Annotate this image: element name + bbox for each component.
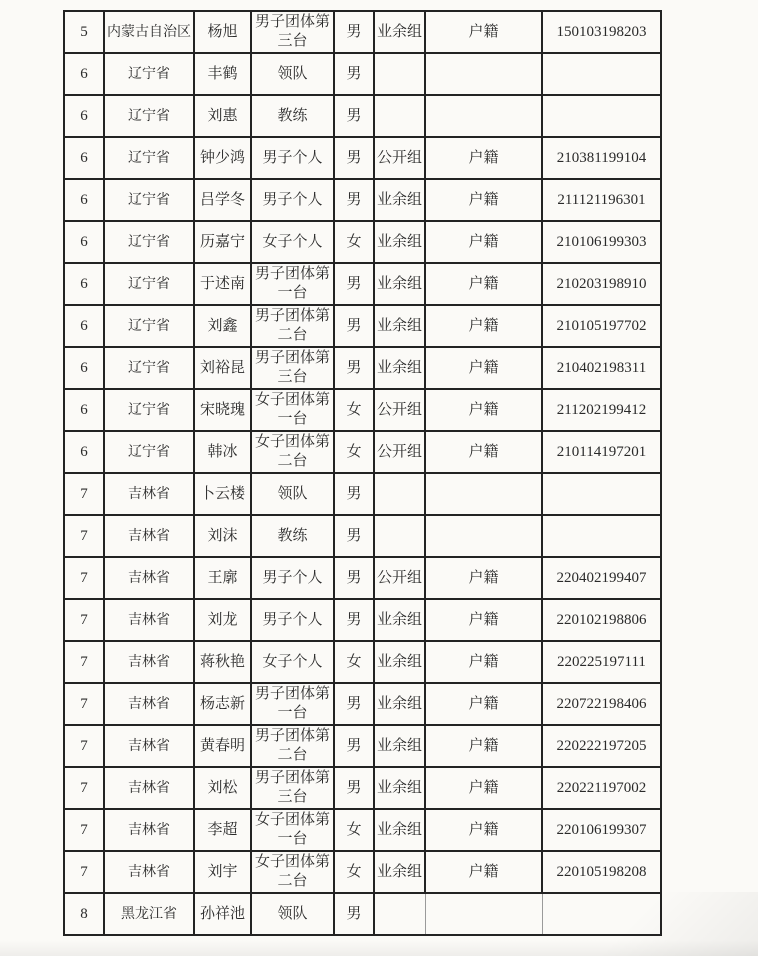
cell-event: 男子团体第三台 xyxy=(251,11,334,53)
cell-name: 刘松 xyxy=(194,767,251,809)
table-row xyxy=(64,389,661,431)
cell-no: 7 xyxy=(64,599,104,641)
cell-event: 男子团体第一台 xyxy=(251,263,334,305)
cell-no: 6 xyxy=(64,95,104,137)
cell-id_number: 220221197002 xyxy=(542,767,661,809)
table-row xyxy=(64,347,661,389)
cell-province: 吉林省 xyxy=(104,809,194,851)
table-row xyxy=(64,683,661,725)
cell-province: 辽宁省 xyxy=(104,179,194,221)
cell-group: 公开组 xyxy=(374,137,425,179)
table-row xyxy=(64,557,661,599)
cell-id_number: 210114197201 xyxy=(542,431,661,473)
cell-event: 教练 xyxy=(251,515,334,557)
cell-event: 教练 xyxy=(251,95,334,137)
cell-gender: 男 xyxy=(334,305,374,347)
cell-no: 6 xyxy=(64,389,104,431)
cell-group: 业余组 xyxy=(374,683,425,725)
cell-gender: 男 xyxy=(334,725,374,767)
cell-group: 业余组 xyxy=(374,809,425,851)
cell-province: 吉林省 xyxy=(104,557,194,599)
table-row xyxy=(64,11,661,53)
cell-reg_type xyxy=(425,515,542,557)
cell-reg_type: 户籍 xyxy=(425,851,542,893)
cell-id_number: 211121196301 xyxy=(542,179,661,221)
cell-id_number: 210203198910 xyxy=(542,263,661,305)
cell-province: 吉林省 xyxy=(104,641,194,683)
cell-event: 女子团体第一台 xyxy=(251,389,334,431)
table-row xyxy=(64,263,661,305)
cell-gender: 男 xyxy=(334,95,374,137)
cell-group xyxy=(374,515,425,557)
cell-no: 6 xyxy=(64,347,104,389)
table-row xyxy=(64,431,661,473)
cell-id_number: 210106199303 xyxy=(542,221,661,263)
cell-event: 男子个人 xyxy=(251,557,334,599)
cell-event: 男子团体第二台 xyxy=(251,305,334,347)
cell-reg_type: 户籍 xyxy=(425,725,542,767)
cell-province: 黑龙江省 xyxy=(104,893,194,935)
cell-event: 女子个人 xyxy=(251,641,334,683)
cell-reg_type: 户籍 xyxy=(425,305,542,347)
cell-no: 6 xyxy=(64,221,104,263)
cell-id_number: 210381199104 xyxy=(542,137,661,179)
table-row xyxy=(64,95,661,137)
cell-reg_type: 户籍 xyxy=(425,179,542,221)
cell-no: 7 xyxy=(64,851,104,893)
cell-name: 杨志新 xyxy=(194,683,251,725)
cell-name: 孙祥池 xyxy=(194,893,251,935)
cell-id_number: 150103198203 xyxy=(542,11,661,53)
cell-no: 6 xyxy=(64,263,104,305)
cell-name: 刘宇 xyxy=(194,851,251,893)
cell-group: 业余组 xyxy=(374,221,425,263)
cell-name: 刘惠 xyxy=(194,95,251,137)
cell-event: 领队 xyxy=(251,893,334,935)
cell-name: 丰鹤 xyxy=(194,53,251,95)
cell-gender: 男 xyxy=(334,473,374,515)
cell-event: 男子个人 xyxy=(251,137,334,179)
cell-reg_type xyxy=(425,95,542,137)
cell-no: 6 xyxy=(64,431,104,473)
cell-id_number: 220102198806 xyxy=(542,599,661,641)
cell-group: 业余组 xyxy=(374,725,425,767)
cell-id_number: 220225197111 xyxy=(542,641,661,683)
cell-gender: 女 xyxy=(334,431,374,473)
cell-event: 女子个人 xyxy=(251,221,334,263)
cell-gender: 男 xyxy=(334,599,374,641)
cell-province: 辽宁省 xyxy=(104,53,194,95)
cell-name: 黄春明 xyxy=(194,725,251,767)
cell-name: 吕学冬 xyxy=(194,179,251,221)
cell-no: 7 xyxy=(64,641,104,683)
cell-no: 7 xyxy=(64,809,104,851)
cell-no: 7 xyxy=(64,515,104,557)
cell-name: 蒋秋艳 xyxy=(194,641,251,683)
cell-name: 卜云楼 xyxy=(194,473,251,515)
cell-event: 男子个人 xyxy=(251,599,334,641)
cell-group xyxy=(374,893,425,935)
table-row xyxy=(64,179,661,221)
registration-table-body xyxy=(64,11,661,935)
cell-event: 男子团体第三台 xyxy=(251,347,334,389)
table-row xyxy=(64,641,661,683)
cell-province: 吉林省 xyxy=(104,767,194,809)
cell-event: 领队 xyxy=(251,53,334,95)
cell-id_number: 220222197205 xyxy=(542,725,661,767)
cell-province: 吉林省 xyxy=(104,683,194,725)
cell-reg_type: 户籍 xyxy=(425,599,542,641)
cell-group: 业余组 xyxy=(374,179,425,221)
cell-province: 内蒙古自治区 xyxy=(104,11,194,53)
cell-event: 男子团体第一台 xyxy=(251,683,334,725)
cell-name: 历嘉宁 xyxy=(194,221,251,263)
cell-gender: 男 xyxy=(334,683,374,725)
cell-no: 7 xyxy=(64,557,104,599)
cell-reg_type xyxy=(425,53,542,95)
cell-id_number xyxy=(542,893,661,935)
cell-no: 7 xyxy=(64,683,104,725)
cell-name: 杨旭 xyxy=(194,11,251,53)
cell-name: 刘沫 xyxy=(194,515,251,557)
cell-event: 男子个人 xyxy=(251,179,334,221)
cell-province: 辽宁省 xyxy=(104,221,194,263)
cell-province: 辽宁省 xyxy=(104,431,194,473)
cell-id_number: 220106199307 xyxy=(542,809,661,851)
cell-province: 吉林省 xyxy=(104,851,194,893)
cell-group xyxy=(374,53,425,95)
cell-gender: 男 xyxy=(334,263,374,305)
cell-id_number: 210402198311 xyxy=(542,347,661,389)
cell-reg_type xyxy=(425,893,542,935)
cell-province: 辽宁省 xyxy=(104,347,194,389)
cell-id_number: 211202199412 xyxy=(542,389,661,431)
registration-table xyxy=(63,10,662,936)
cell-reg_type xyxy=(425,473,542,515)
cell-no: 7 xyxy=(64,473,104,515)
cell-province: 辽宁省 xyxy=(104,305,194,347)
table-row xyxy=(64,809,661,851)
cell-province: 辽宁省 xyxy=(104,389,194,431)
table-row xyxy=(64,893,661,935)
cell-gender: 男 xyxy=(334,515,374,557)
cell-group xyxy=(374,95,425,137)
cell-reg_type: 户籍 xyxy=(425,221,542,263)
cell-group: 业余组 xyxy=(374,767,425,809)
cell-province: 吉林省 xyxy=(104,725,194,767)
cell-id_number: 220722198406 xyxy=(542,683,661,725)
cell-reg_type: 户籍 xyxy=(425,809,542,851)
cell-province: 辽宁省 xyxy=(104,137,194,179)
cell-no: 6 xyxy=(64,137,104,179)
cell-province: 吉林省 xyxy=(104,473,194,515)
table-row xyxy=(64,305,661,347)
cell-name: 于述南 xyxy=(194,263,251,305)
cell-name: 刘鑫 xyxy=(194,305,251,347)
cell-id_number xyxy=(542,473,661,515)
cell-group: 业余组 xyxy=(374,305,425,347)
cell-no: 5 xyxy=(64,11,104,53)
cell-no: 7 xyxy=(64,725,104,767)
cell-id_number: 220402199407 xyxy=(542,557,661,599)
cell-id_number xyxy=(542,53,661,95)
cell-reg_type: 户籍 xyxy=(425,11,542,53)
cell-reg_type: 户籍 xyxy=(425,137,542,179)
cell-id_number xyxy=(542,95,661,137)
cell-id_number: 210105197702 xyxy=(542,305,661,347)
cell-gender: 男 xyxy=(334,767,374,809)
cell-name: 王廓 xyxy=(194,557,251,599)
cell-gender: 男 xyxy=(334,179,374,221)
cell-group: 业余组 xyxy=(374,263,425,305)
cell-event: 女子团体第一台 xyxy=(251,809,334,851)
cell-name: 宋晓瑰 xyxy=(194,389,251,431)
cell-group: 公开组 xyxy=(374,389,425,431)
cell-event: 男子团体第三台 xyxy=(251,767,334,809)
table-row xyxy=(64,725,661,767)
cell-group: 业余组 xyxy=(374,641,425,683)
cell-group: 业余组 xyxy=(374,599,425,641)
cell-event: 男子团体第二台 xyxy=(251,725,334,767)
cell-reg_type: 户籍 xyxy=(425,641,542,683)
cell-reg_type: 户籍 xyxy=(425,389,542,431)
cell-province: 吉林省 xyxy=(104,515,194,557)
cell-group: 业余组 xyxy=(374,11,425,53)
cell-event: 女子团体第二台 xyxy=(251,431,334,473)
cell-gender: 男 xyxy=(334,347,374,389)
cell-group xyxy=(374,473,425,515)
cell-group: 公开组 xyxy=(374,557,425,599)
cell-name: 钟少鸿 xyxy=(194,137,251,179)
table-row xyxy=(64,221,661,263)
cell-no: 8 xyxy=(64,893,104,935)
cell-name: 李超 xyxy=(194,809,251,851)
cell-name: 刘龙 xyxy=(194,599,251,641)
cell-province: 辽宁省 xyxy=(104,95,194,137)
cell-reg_type: 户籍 xyxy=(425,347,542,389)
cell-id_number xyxy=(542,515,661,557)
cell-reg_type: 户籍 xyxy=(425,431,542,473)
cell-gender: 女 xyxy=(334,851,374,893)
scan-shadow-bottom xyxy=(0,940,758,956)
cell-reg_type: 户籍 xyxy=(425,767,542,809)
cell-name: 韩冰 xyxy=(194,431,251,473)
cell-reg_type: 户籍 xyxy=(425,683,542,725)
cell-gender: 女 xyxy=(334,221,374,263)
cell-no: 7 xyxy=(64,767,104,809)
cell-group: 公开组 xyxy=(374,431,425,473)
cell-gender: 男 xyxy=(334,893,374,935)
cell-reg_type: 户籍 xyxy=(425,263,542,305)
cell-name: 刘裕昆 xyxy=(194,347,251,389)
cell-gender: 男 xyxy=(334,557,374,599)
cell-reg_type: 户籍 xyxy=(425,557,542,599)
table-row xyxy=(64,137,661,179)
cell-gender: 女 xyxy=(334,809,374,851)
cell-event: 领队 xyxy=(251,473,334,515)
cell-gender: 男 xyxy=(334,137,374,179)
cell-no: 6 xyxy=(64,305,104,347)
cell-province: 辽宁省 xyxy=(104,263,194,305)
cell-event: 女子团体第二台 xyxy=(251,851,334,893)
table-row xyxy=(64,851,661,893)
cell-gender: 女 xyxy=(334,389,374,431)
table-row xyxy=(64,515,661,557)
cell-gender: 男 xyxy=(334,11,374,53)
cell-province: 吉林省 xyxy=(104,599,194,641)
cell-gender: 男 xyxy=(334,53,374,95)
table-row xyxy=(64,599,661,641)
cell-no: 6 xyxy=(64,179,104,221)
table-row xyxy=(64,473,661,515)
cell-group: 业余组 xyxy=(374,347,425,389)
table-row xyxy=(64,53,661,95)
table-row xyxy=(64,767,661,809)
cell-group: 业余组 xyxy=(374,851,425,893)
cell-no: 6 xyxy=(64,53,104,95)
cell-id_number: 220105198208 xyxy=(542,851,661,893)
cell-gender: 女 xyxy=(334,641,374,683)
